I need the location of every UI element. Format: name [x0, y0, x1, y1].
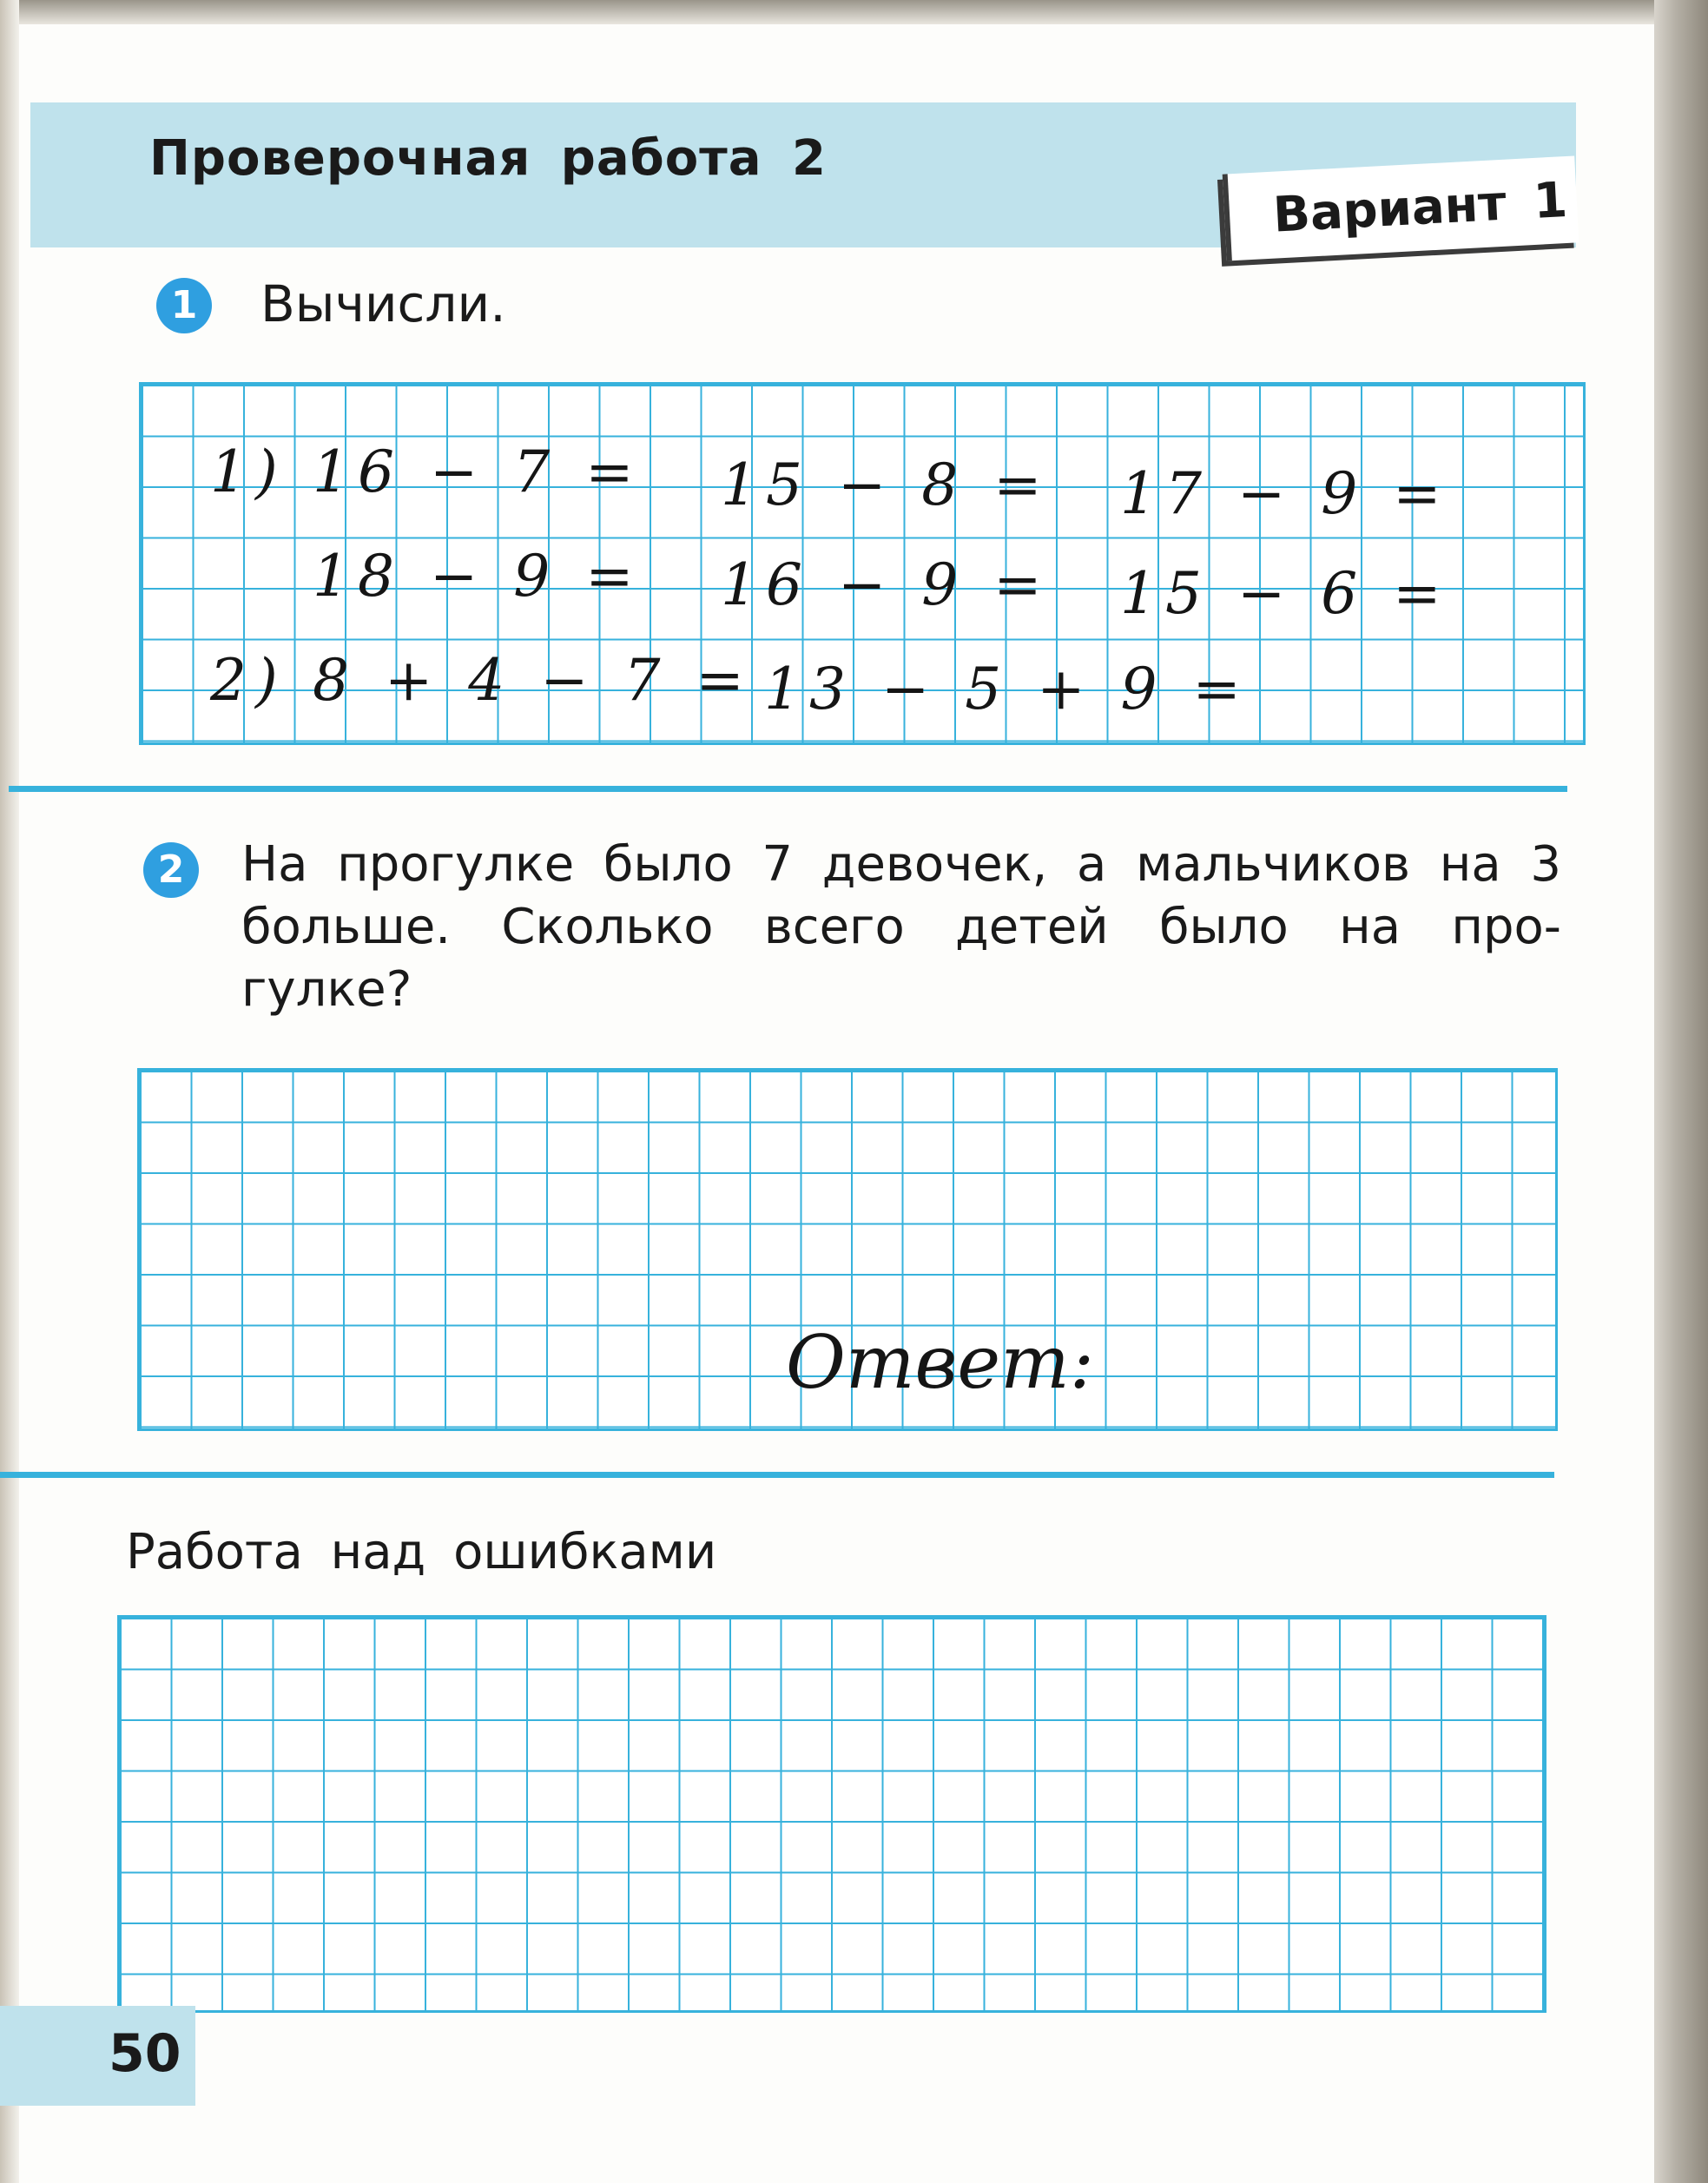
section-divider — [9, 786, 1567, 792]
page-number: 50 — [109, 2023, 181, 2084]
page-edge-top — [0, 0, 1708, 24]
handwritten-expression: 17 − 9 = — [1120, 460, 1450, 527]
handwritten-expression: 15 − 8 = — [721, 452, 1051, 518]
task1-instruction: Вычисли. — [260, 274, 506, 333]
handwritten-expression: 18 − 9 = — [313, 543, 643, 610]
errors-grid[interactable] — [117, 1615, 1546, 2013]
word-problem: На прогулке было 7 девочек, а мальчиков на 3 больше. Сколько всего детей было на про- гулке? — [241, 836, 1561, 1018]
page-title: Проверочная работа 2 — [149, 130, 827, 187]
handwritten-row-label: 1) — [210, 439, 287, 505]
handwritten-expression: 16 − 7 = — [313, 439, 643, 505]
handwritten-expression: 16 − 9 = — [721, 551, 1051, 618]
page-edge-right — [1654, 0, 1708, 2183]
task-number-badge: 2 — [143, 842, 199, 898]
variant-tag — [1223, 155, 1579, 261]
handwritten-expression: 8 + 4 − 7 = — [313, 647, 753, 714]
answer-label: Ответ: — [786, 1320, 1095, 1405]
handwritten-expression: 15 − 6 = — [1120, 560, 1450, 627]
task-number-badge: 1 — [156, 278, 212, 333]
handwritten-row-label: 2) — [210, 647, 287, 714]
errors-section-title: Работа над ошибками — [126, 1524, 717, 1580]
page-edge-left — [0, 0, 19, 2183]
handwritten-expression: 13 − 5 + 9 = — [764, 656, 1250, 722]
variant-label: Вариант 1 — [1271, 171, 1569, 244]
section-divider — [0, 1472, 1554, 1478]
